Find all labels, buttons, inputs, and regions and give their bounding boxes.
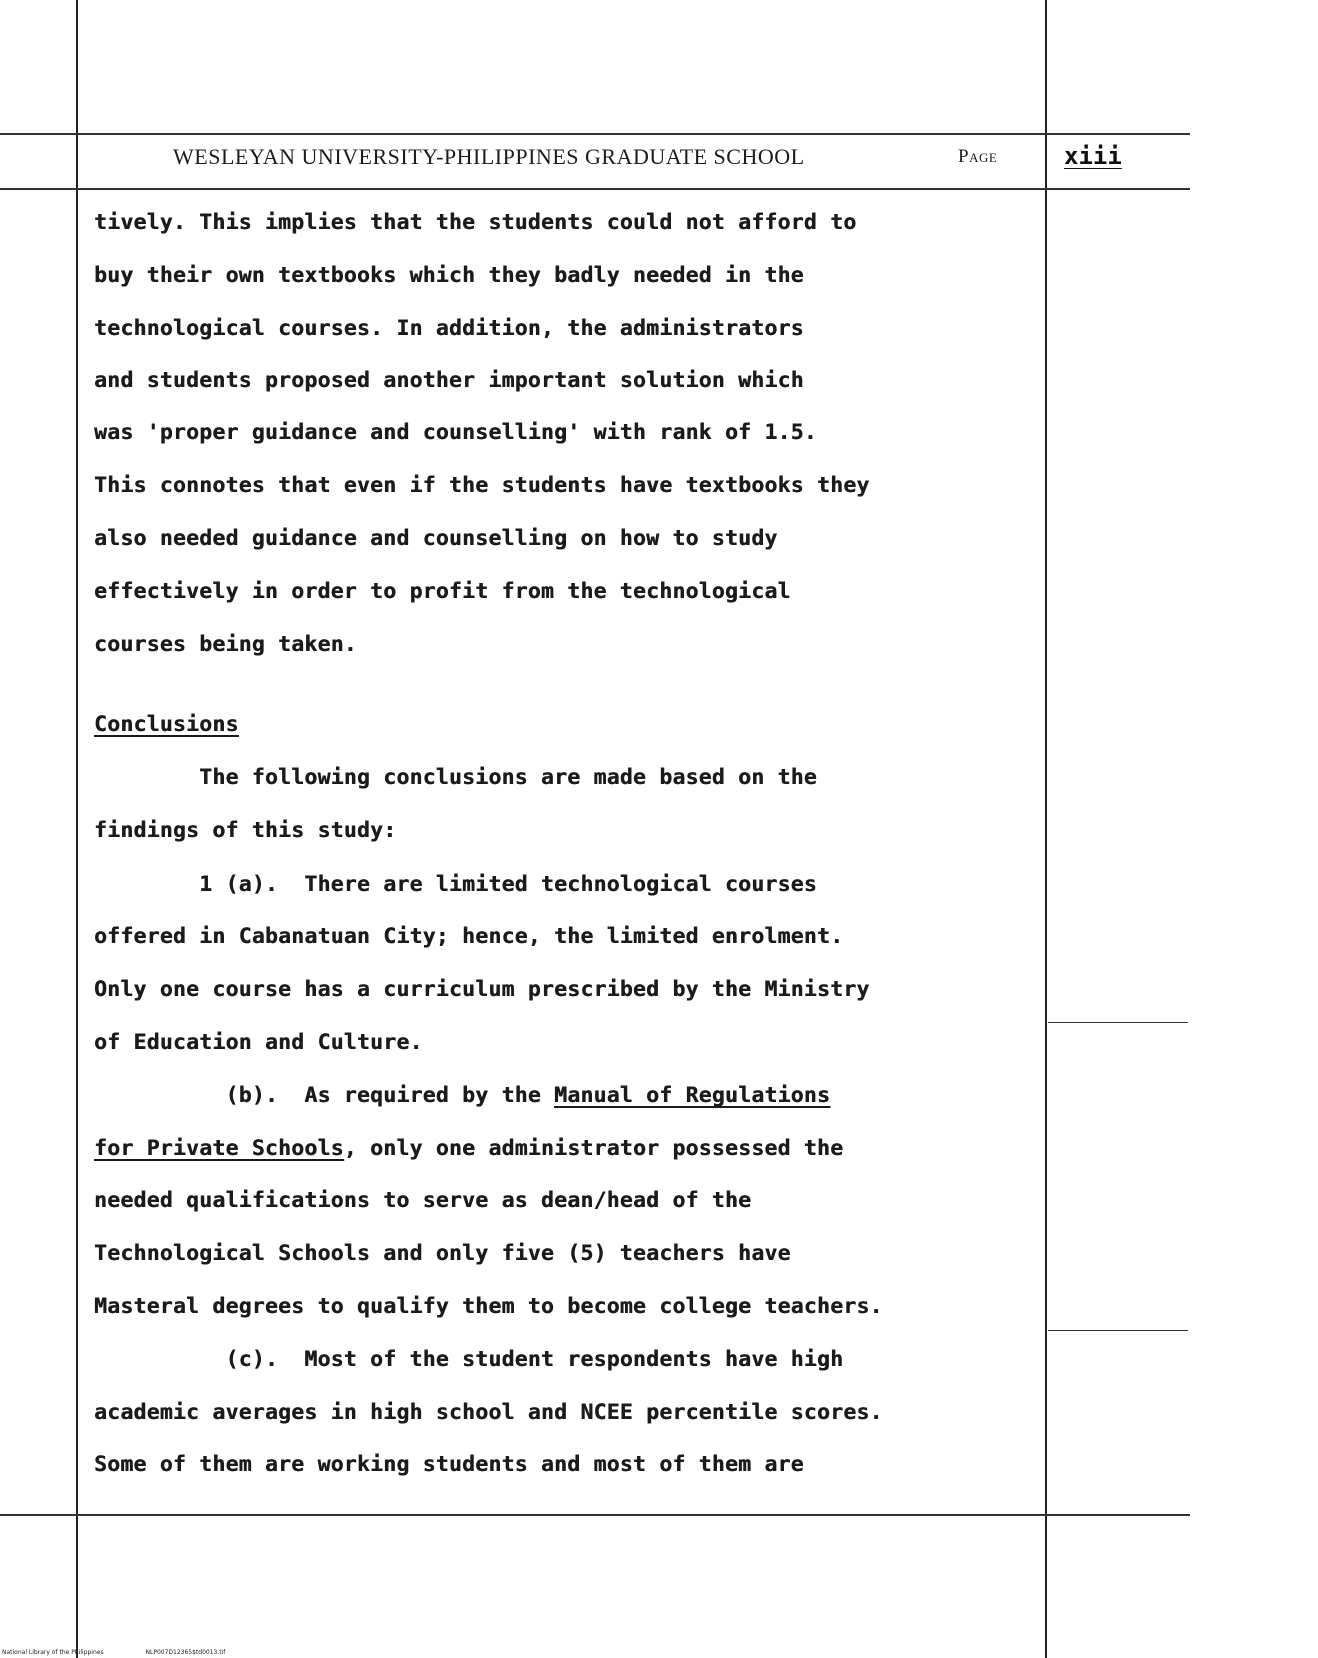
body-line: was 'proper guidance and counselling' with rank of 1.5. bbox=[94, 420, 817, 445]
body-line: and students proposed another important solution which bbox=[94, 368, 804, 393]
item-1b-second-line bbox=[94, 1136, 843, 1161]
manual-title-part2: for Private Schools bbox=[94, 1136, 344, 1161]
item-1b-first-line bbox=[94, 1083, 830, 1108]
item-1b-line: Technological Schools and only five (5) teachers have bbox=[94, 1241, 791, 1266]
header-bottom-rule bbox=[0, 188, 1190, 190]
body-line: technological courses. In addition, the administrators bbox=[94, 316, 804, 341]
item-1b-after-title: , only one administrator possessed the bbox=[343, 1136, 844, 1161]
item-1a-line: Only one course has a curriculum prescribed by the Ministry bbox=[94, 977, 870, 1002]
item-1c-line: Some of them are working students and most of them are bbox=[94, 1452, 804, 1477]
school-header-title: WESLEYAN UNIVERSITY-PHILIPPINES GRADUATE SCHOOL bbox=[173, 144, 805, 169]
right-margin-tick-1 bbox=[1048, 1022, 1188, 1023]
page-number: xiii bbox=[1064, 142, 1122, 170]
body-line: effectively in order to profit from the technological bbox=[94, 579, 791, 604]
library-credit: National Library of the Philippines bbox=[2, 1649, 104, 1656]
body-line: buy their own textbooks which they badly needed in the bbox=[94, 263, 804, 288]
right-margin-tick-2 bbox=[1048, 1330, 1188, 1331]
intro-line: findings of this study: bbox=[94, 818, 397, 843]
item-1a-line: offered in Cabanatuan City; hence, the limited enrolment. bbox=[94, 924, 844, 949]
body-line: This connotes that even if the students have textbooks they bbox=[94, 473, 870, 498]
scan-footer bbox=[2, 1649, 265, 1656]
item-1c-line: academic averages in high school and NCEE percentile scores. bbox=[94, 1400, 883, 1425]
manual-title-part1: Manual of Regulations bbox=[554, 1083, 831, 1108]
conclusions-heading: Conclusions bbox=[94, 712, 239, 737]
item-1a-line: of Education and Culture. bbox=[94, 1030, 423, 1055]
item-1b-line: needed qualifications to serve as dean/head of the bbox=[94, 1188, 752, 1213]
intro-line: The following conclusions are made based on the bbox=[94, 765, 817, 790]
body-line: also needed guidance and counselling on how to study bbox=[94, 526, 778, 551]
item-1b-line: Masteral degrees to qualify them to become college teachers. bbox=[94, 1294, 883, 1319]
item-1b-prefix: (b). As required by the bbox=[94, 1083, 555, 1108]
item-1a-line: 1 (a). There are limited technological courses bbox=[94, 872, 817, 897]
body-line: courses being taken. bbox=[94, 632, 357, 657]
page-header bbox=[78, 126, 1258, 188]
left-margin-rule bbox=[76, 0, 78, 1658]
file-name: NLP007D12365$td0013.tif bbox=[145, 1649, 226, 1656]
item-1c-line: (c). Most of the student respondents have high bbox=[94, 1347, 844, 1372]
footer-rule bbox=[0, 1514, 1190, 1516]
body-line: tively. This implies that the students could not afford to bbox=[94, 210, 857, 235]
right-margin-rule bbox=[1045, 0, 1047, 1658]
page-label: Page bbox=[958, 146, 998, 167]
